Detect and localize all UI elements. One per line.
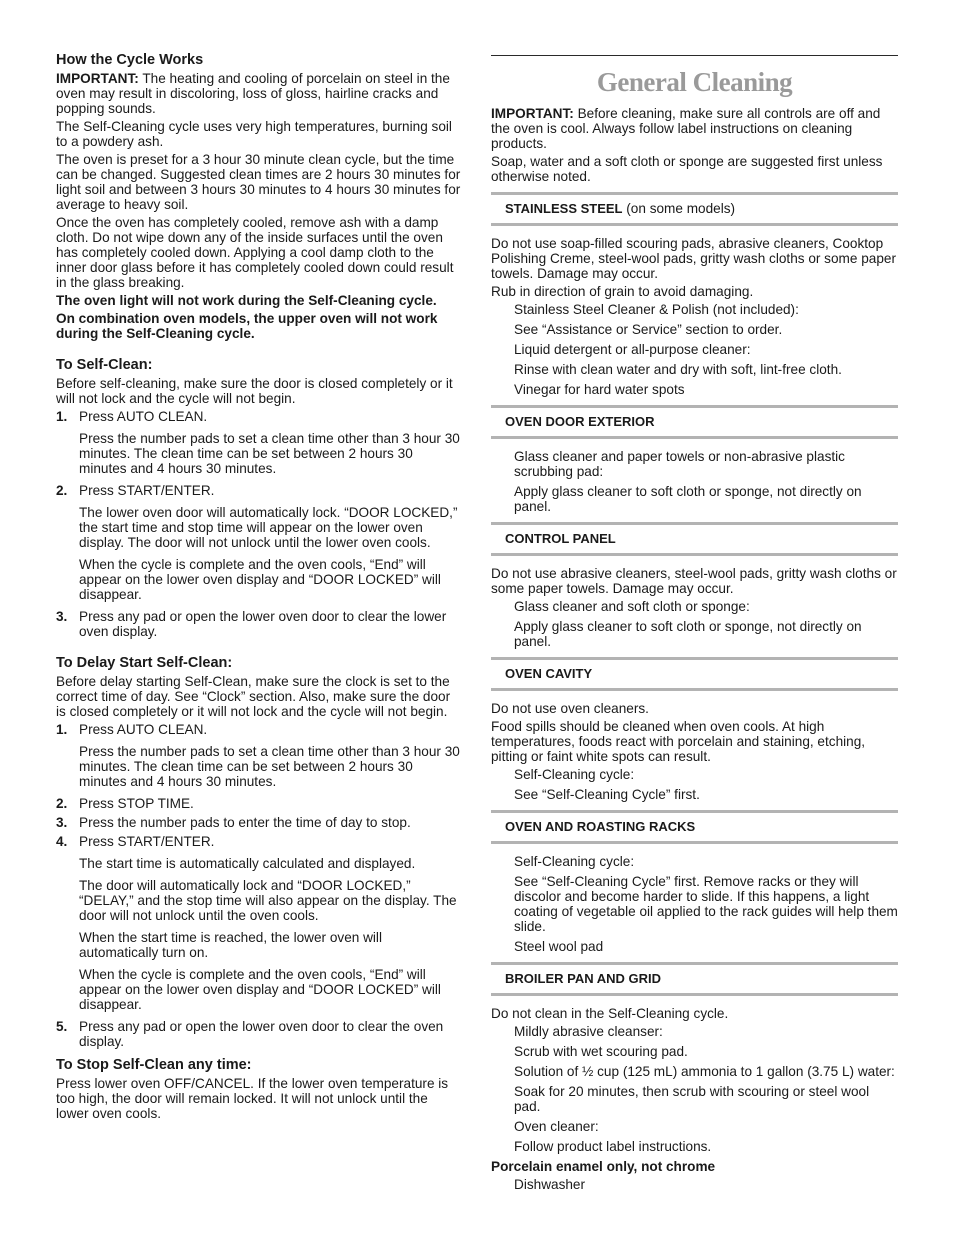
step-detail: When the cycle is complete and the oven cools, “End” will appear on the lower oven display and “DOOR LOCKED” will disappear.: [79, 557, 441, 602]
list-item: Scrub with wet scouring pad.: [514, 1044, 688, 1059]
step-text: Press AUTO CLEAN.: [79, 722, 208, 737]
step-number: 4.: [56, 834, 68, 849]
cavity-paragraph-1: Do not use oven cleaners.: [491, 701, 649, 716]
control-paragraph-1: Do not use abrasive cleaners, steel-wool pads, gritty wash cloths or some paper towels. Damage may occur.: [491, 566, 897, 596]
category-title: OVEN CAVITY: [505, 666, 593, 681]
step-text: Press the number pads to enter the time of day to stop.: [79, 815, 411, 830]
how-important-note: [56, 71, 462, 116]
step-item: [56, 609, 462, 639]
self-clean-steps: [56, 409, 462, 639]
oven-door-exterior-header: [491, 405, 898, 439]
category-title-suffix: (on some models): [622, 201, 736, 216]
step-item: [56, 409, 462, 476]
category-title: CONTROL PANEL: [505, 531, 616, 546]
self-clean-intro: Before self-cleaning, make sure the door is closed completely or it will not lock and the cycle will not begin.: [56, 376, 453, 406]
stop-self-clean-heading: To Stop Self-Clean any time:: [56, 1057, 252, 1073]
step-text: Press START/ENTER.: [79, 483, 215, 498]
stainless-paragraph-2: Rub in direction of grain to avoid damaging.: [491, 284, 754, 299]
how-paragraph-3: Once the oven has completely cooled, remove ash with a damp cloth. Do not wipe down any of the inside surfaces until the oven has completely cooled down. Applying a cool damp cloth to the inner door glass before it has completely cooled down could result in the glass breaking.: [56, 215, 454, 290]
important-label: IMPORTANT:: [491, 106, 574, 121]
stainless-paragraph-1: Do not use soap-filled scouring pads, abrasive cleaners, Cooktop Polishing Creme, steel-wool pads, gritty wash cloths or some paper towels. Damage may occur.: [491, 236, 896, 281]
how-bold-note-2: On combination oven models, the upper oven will not work during the Self-Cleaning cycle.: [56, 311, 438, 341]
list-item: See “Self-Cleaning Cycle” first.: [514, 787, 700, 802]
self-clean-section: [56, 357, 462, 639]
delay-start-heading: To Delay Start Self-Clean:: [56, 655, 233, 671]
list-item: Liquid detergent or all-purpose cleaner:: [514, 342, 751, 357]
broiler-paragraph-1: Do not clean in the Self-Cleaning cycle.: [491, 1006, 729, 1021]
oven-cavity-header: [491, 657, 898, 691]
category-title: BROILER PAN AND GRID: [505, 971, 661, 986]
general-cleaning-title: General Cleaning: [596, 67, 793, 97]
step-number: 5.: [56, 1019, 68, 1034]
step-text: Press any pad or open the lower oven door to clear the oven display.: [79, 1019, 444, 1049]
step-item: [56, 483, 462, 602]
step-detail: The lower oven door will automatically lock. “DOOR LOCKED,” the start time and stop time will appear on the lower oven display. The door will not unlock until the lower oven cools.: [79, 505, 458, 550]
step-detail: The door will automatically lock and “DOOR LOCKED,” “DELAY,” and the stop time will also appear on the display. The door will not unlock until the oven cools.: [79, 878, 457, 923]
control-panel-header: [491, 522, 898, 556]
step-detail: Press the number pads to set a clean time other than 3 hour 30 minutes. The clean time can be set between 2 hours 30 minutes and 4 hours 30 minutes.: [79, 744, 460, 789]
how-bold-note-1: The oven light will not work during the Self-Cleaning cycle.: [56, 293, 437, 308]
list-item: Glass cleaner and paper towels or non-abrasive plastic scrubbing pad:: [514, 449, 845, 479]
category-title: STAINLESS STEEL: [505, 201, 623, 216]
step-item: [56, 815, 462, 830]
step-text: Press STOP TIME.: [79, 796, 194, 811]
how-cycle-works-heading: How the Cycle Works: [56, 52, 204, 68]
cavity-paragraph-2: Food spills should be cleaned when oven cools. At high temperatures, foods react with porcelain and staining, etching, pitting or faint white spots can result.: [491, 719, 866, 764]
list-item: Stainless Steel Cleaner & Polish (not included):: [514, 302, 799, 317]
stop-self-clean-section: [56, 1057, 462, 1121]
step-number: 2.: [56, 483, 68, 498]
step-item: [56, 834, 462, 1012]
step-detail: Press the number pads to set a clean time other than 3 hour 30 minutes. The clean time can be set between 2 hours 30 minutes and 4 hours 30 minutes.: [79, 431, 460, 476]
list-item: Self-Cleaning cycle:: [514, 854, 635, 869]
step-detail: The start time is automatically calculated and displayed.: [79, 856, 416, 871]
how-paragraph-2: The oven is preset for a 3 hour 30 minute clean cycle, but the time can be changed. Suggested clean times are 2 hours 30 minutes for light soil and between 3 hours 30 minutes to 4 hours 30 minutes for average to heavy soil.: [56, 152, 461, 212]
delay-start-steps: [56, 722, 462, 1049]
broiler-bold-note: Porcelain enamel only, not chrome: [491, 1159, 716, 1174]
top-divider: [491, 55, 898, 56]
step-item: [56, 1019, 462, 1049]
list-item: Follow product label instructions.: [514, 1139, 712, 1154]
list-item: Apply glass cleaner to soft cloth or sponge, not directly on panel.: [514, 484, 862, 514]
list-item: See “Self-Cleaning Cycle” first. Remove racks or they will discolor and become harder to slide. If this happens, a light coating of vegetable oil applied to the rack guides will help them slide.: [514, 874, 898, 934]
category-title: OVEN AND ROASTING RACKS: [505, 819, 696, 834]
step-number: 1.: [56, 409, 68, 424]
how-paragraph-1: The Self-Cleaning cycle uses very high temperatures, burning soil to a powdery ash.: [56, 119, 452, 149]
step-number: 2.: [56, 796, 68, 811]
delay-start-section: [56, 655, 462, 1049]
step-text: Press AUTO CLEAN.: [79, 409, 208, 424]
list-item: Oven cleaner:: [514, 1119, 599, 1134]
list-item: Dishwasher: [514, 1177, 586, 1192]
list-item: Apply glass cleaner to soft cloth or sponge, not directly on panel.: [514, 619, 862, 649]
important-text: Before cleaning, make sure all controls are off and the oven is cool. Always follow label instructions on cleaning products.: [491, 106, 881, 151]
right-column: [491, 52, 898, 1197]
category-title: OVEN DOOR EXTERIOR: [505, 414, 655, 429]
gc-important-note: [491, 106, 898, 151]
important-label: IMPORTANT:: [56, 71, 139, 86]
list-item: Glass cleaner and soft cloth or sponge:: [514, 599, 750, 614]
broiler-pan-header: [491, 962, 898, 996]
how-cycle-works-section: [56, 52, 462, 341]
step-number: 3.: [56, 815, 68, 830]
gc-intro: Soap, water and a soft cloth or sponge are suggested first unless otherwise noted.: [491, 154, 883, 184]
step-text: Press any pad or open the lower oven door to clear the lower oven display.: [79, 609, 447, 639]
list-item: Self-Cleaning cycle:: [514, 767, 635, 782]
step-text: Press START/ENTER.: [79, 834, 215, 849]
stainless-steel-header: [491, 192, 898, 226]
important-text: The heating and cooling of porcelain on steel in the oven may result in discoloring, loss of gloss, hairline cracks and popping sounds.: [56, 71, 450, 116]
step-number: 3.: [56, 609, 68, 624]
list-item: See “Assistance or Service” section to order.: [514, 322, 783, 337]
step-item: [56, 796, 462, 811]
step-detail: When the cycle is complete and the oven cools, “End” will appear on the lower oven display and “DOOR LOCKED” will disappear.: [79, 967, 441, 1012]
racks-header: [491, 810, 898, 844]
list-item: Rinse with clean water and dry with soft, lint-free cloth.: [514, 362, 842, 377]
self-clean-heading: To Self-Clean:: [56, 357, 153, 373]
step-detail: When the start time is reached, the lower oven will automatically turn on.: [79, 930, 382, 960]
list-item: Vinegar for hard water spots: [514, 382, 685, 397]
step-number: 1.: [56, 722, 68, 737]
step-item: [56, 722, 462, 789]
list-item: Soak for 20 minutes, then scrub with scouring or steel wool pad.: [514, 1084, 870, 1114]
list-item: Steel wool pad: [514, 939, 604, 954]
list-item: Mildly abrasive cleanser:: [514, 1024, 663, 1039]
list-item: Solution of ½ cup (125 mL) ammonia to 1 gallon (3.75 L) water:: [514, 1064, 895, 1079]
stop-self-clean-text: Press lower oven OFF/CANCEL. If the lower oven temperature is too high, the door will remain locked. It will not unlock until the lower oven cools.: [56, 1076, 449, 1121]
delay-start-intro: Before delay starting Self-Clean, make sure the clock is set to the correct time of day. See “Clock” section. Also, make sure the door is closed completely or it will not lock and the cycle will not begin.: [56, 674, 451, 719]
left-column: [56, 52, 462, 1124]
